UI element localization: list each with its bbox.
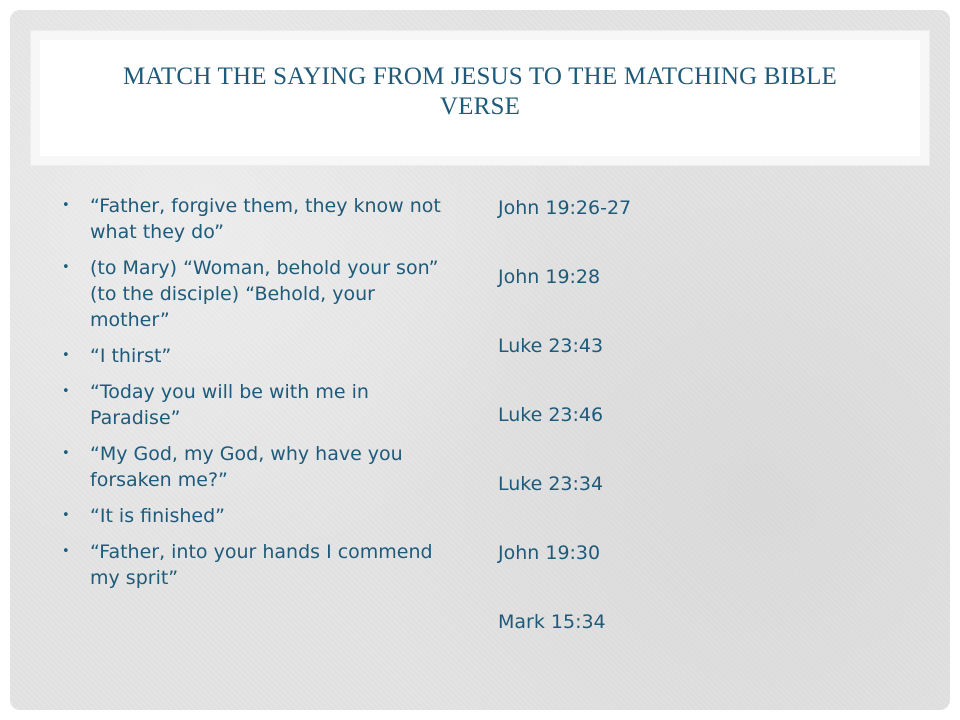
list-item: [62, 539, 452, 591]
saying-text: (to Mary) “Woman, behold your son” (to the disciple) “Behold, your mother”: [90, 257, 439, 331]
bullet-icon: •: [62, 508, 70, 523]
title-frame: [30, 30, 930, 166]
list-item: [62, 255, 452, 333]
reference-item: John 19:28: [498, 266, 601, 288]
references-list: [498, 195, 798, 678]
reference-item: Luke 23:34: [498, 473, 604, 495]
reference-item: Mark 15:34: [498, 611, 606, 633]
saying-text: “Father, into your hands I commend my sprit”: [90, 541, 433, 589]
saying-text: “My God, my God, why have you forsaken me?”: [90, 443, 403, 491]
saying-text: “Father, forgive them, they know not what they do”: [90, 195, 441, 243]
reference-item: Luke 23:46: [498, 404, 604, 426]
sayings-list: [62, 193, 452, 601]
list-item: [62, 441, 452, 493]
list-item: [62, 193, 452, 245]
bullet-icon: •: [62, 198, 70, 213]
bullet-icon: •: [62, 544, 70, 559]
bullet-icon: •: [62, 260, 70, 275]
saying-text: “I thirst”: [90, 345, 172, 367]
title-box: [40, 40, 920, 156]
reference-item: Luke 23:43: [498, 335, 604, 357]
saying-text: “It is finished”: [90, 505, 225, 527]
slide: [10, 10, 950, 710]
reference-item: John 19:30: [498, 542, 601, 564]
bullet-icon: •: [62, 348, 70, 363]
saying-text: “Today you will be with me in Paradise”: [90, 381, 369, 429]
reference-item: John 19:26-27: [498, 197, 632, 219]
slide-title: MATCH THE SAYING FROM JESUS TO THE MATCHING BIBLE VERSE: [122, 63, 838, 120]
list-item: [62, 343, 452, 369]
bullet-icon: •: [62, 384, 70, 399]
bullet-icon: •: [62, 446, 70, 461]
list-item: [62, 503, 452, 529]
list-item: [62, 379, 452, 431]
